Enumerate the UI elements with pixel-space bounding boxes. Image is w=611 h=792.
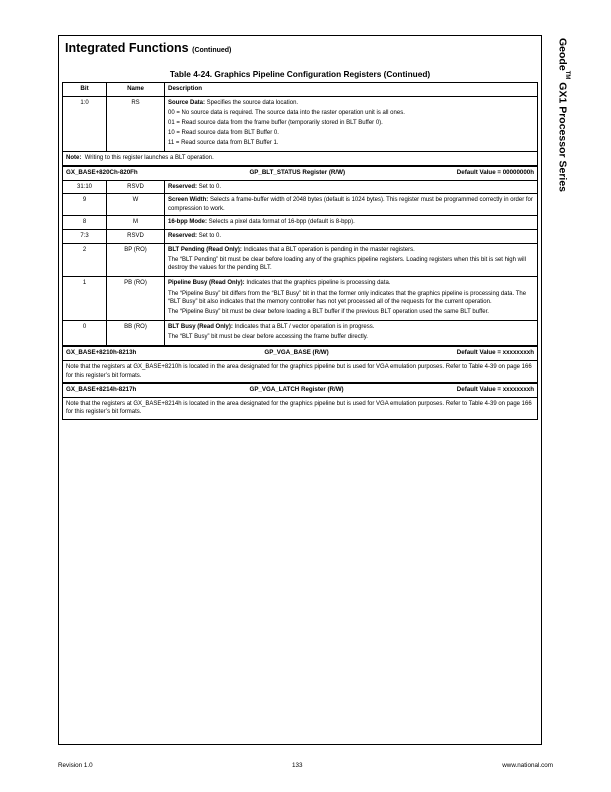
table-caption: Table 4-24. Graphics Pipeline Configuration Registers (Continued) (169, 69, 431, 79)
footer-url: www.national.com (502, 762, 553, 769)
register-note-vga-base: Note that the registers at GX_BASE+8210h is located in the area designated for the graphics pipeline but is used for VGA emulation purposes. Refer to Table 4-39 on page 166 for this register’s bit formats. (63, 361, 538, 384)
name-header: Name (107, 83, 165, 97)
note-row: Note: Writing to this register launches a BLT operation. (63, 152, 538, 166)
footer-page-number: 133 (292, 762, 303, 769)
table-row: 1:0 RS Source Data: Specifies the source data location. 00 = No source data is required. The source data into the raster operation unit is all ones. 01 = Read source data from the frame buffer (temporarily stored in BLT Buffer 0). 10 = Read source data from BLT Buffer 0. 11 = Read source data from BLT Buffer 1. (63, 97, 538, 152)
table-header-row (63, 83, 538, 97)
side-title: Geode™ GX1 Processor Series (556, 38, 570, 193)
table-row: 0 BB (RO) BLT Busy (Read Only): Indicates that a BLT / vector operation is in progress. The “BLT Busy” bit must be clear before accessing the frame buffer directly. (63, 321, 538, 347)
register-note-vga-latch: Note that the registers at GX_BASE+8214h is located in the area designated for the graphics pipeline but is used for VGA emulation purposes. Refer to Table 4-39 on page 166 for this register’s bit formats. (63, 397, 538, 419)
table-row: 7:3 RSVD Reserved: Set to 0. (63, 230, 538, 244)
table-row: 31:10 RSVD Reserved: Set to 0. (63, 180, 538, 194)
footer-revision: Revision 1.0 (58, 762, 93, 769)
description-header: Description (165, 83, 538, 97)
section-title: Integrated Functions (Continued) (65, 41, 232, 55)
register-header-vga-latch: GX_BASE+8214h-8217h GP_VGA_LATCH Register (R/W) Default Value = xxxxxxxxh (63, 383, 538, 397)
table-row: 9 W Screen Width: Selects a frame-buffer width of 2048 bytes (default is 1024 bytes). This register must be programmed correctly in order for compression to work. (63, 194, 538, 216)
table-row: 2 BP (RO) BLT Pending (Read Only): Indicates that a BLT operation is pending in the master registers. The “BLT Pending” bit must be clear before loading any of the graphics pipeline registers. Loading registers when this bit is set high will destroy the values for the pending BLT. (63, 243, 538, 277)
register-table (62, 82, 538, 420)
bit-header: Bit (63, 83, 107, 97)
register-header-status: GX_BASE+820Ch-820Fh GP_BLT_STATUS Register (R/W) Default Value = 00000000h (63, 166, 538, 180)
table-row: 8 M 16-bpp Mode: Selects a pixel data format of 16-bpp (default is 8-bpp). (63, 216, 538, 230)
register-header-vga-base: GX_BASE+8210h-8213h GP_VGA_BASE (R/W) Default Value = xxxxxxxxh (63, 346, 538, 360)
table-row: 1 PB (RO) Pipeline Busy (Read Only): Indicates that the graphics pipeline is processing data. The “Pipeline Busy” bit differs from the “BLT Busy” bit in that the former only indicates that the graphics pipeline is processing data. The “BLT Busy” bit also indicates that the memory controller has not yet processed all of the requests for the current operation. The “Pipeline Busy” bit must be clear before loading a BLT buffer if the previous BLT operation used the same BLT buffer. (63, 277, 538, 321)
